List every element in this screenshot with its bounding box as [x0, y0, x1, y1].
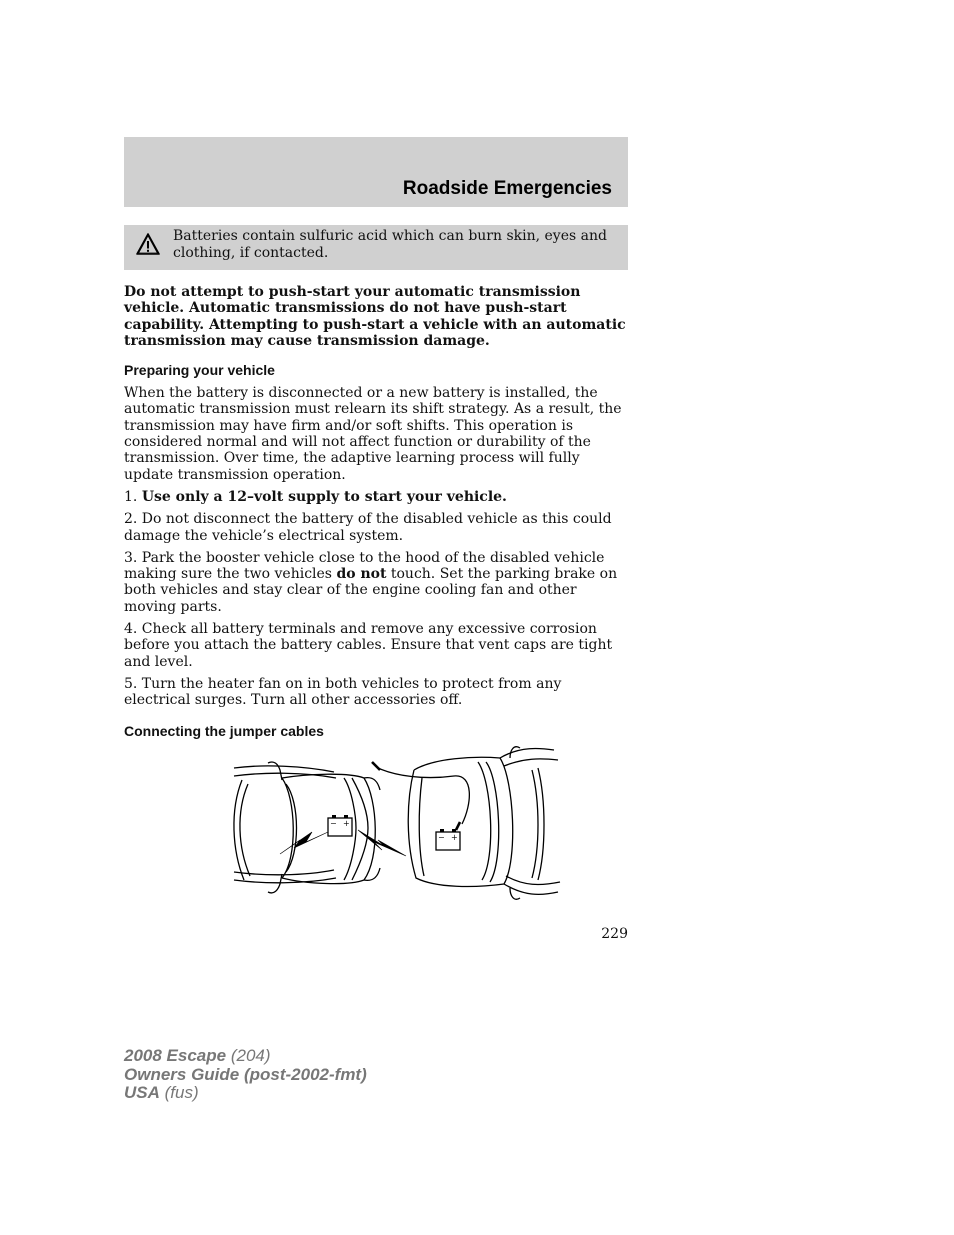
warning-box: [124, 225, 628, 270]
step-5: 5. Turn the heater fan on in both vehicles to protect from any electrical surges. Turn all other accessories off.: [124, 675, 562, 709]
warning-text: Batteries contain sulfuric acid which can burn skin, eyes and clothing, if contacted.: [173, 228, 607, 261]
footer-model: 2008 Escape: [124, 1046, 227, 1065]
footer-line-model: [124, 1047, 367, 1066]
section-header-band: [124, 137, 628, 207]
step-1-number: 1.: [124, 488, 138, 505]
footer-market: USA: [124, 1083, 160, 1102]
disabled-vehicle-battery: [328, 815, 352, 836]
step-2: 2. Do not disconnect the battery of the disabled vehicle as this could damage the vehicle’s electrical system.: [124, 511, 612, 544]
main-content: [124, 284, 628, 746]
step-3-text-before: 3. Park the booster vehicle close to the hood of the disabled vehicle making sure the two vehicles: [124, 549, 605, 583]
left-battery-negative-label: −: [330, 819, 337, 828]
intro-paragraph: When the battery is disconnected or a new battery is installed, the automatic transmission must relearn its shift strategy. As a result, the transmission may have firm and/or soft shifts. This operation is considered normal and will not affect function or durability of the transmission. Over time, the adaptive learning process will fully update transmission operation.: [124, 385, 622, 483]
footer-model-code: (204): [230, 1046, 271, 1065]
section-title: Roadside Emergencies: [402, 178, 612, 199]
page-number: 229: [601, 926, 628, 942]
heading-connecting-cables: Connecting the jumper cables: [124, 722, 324, 739]
spark-warning-icon-left: [280, 832, 328, 854]
step-3-emphasis: do not: [336, 566, 387, 583]
jumper-cable-diagram: [224, 740, 564, 910]
disabled-vehicle-illustration: [234, 762, 380, 893]
heading-preparing-vehicle: Preparing your vehicle: [124, 362, 275, 379]
step-1: [124, 489, 628, 505]
step-3-text-after: touch. Set the parking brake on both vehicles and stay clear of the engine cooling fan and other moving parts.: [124, 566, 618, 615]
document-footer: [124, 1047, 367, 1103]
warning-triangle-icon: [136, 232, 160, 256]
footer-market-code: (fus): [164, 1083, 199, 1102]
step-4: 4. Check all battery terminals and remove any excessive corrosion before you attach the battery cables. Ensure that vent caps are tight and level.: [124, 621, 613, 670]
right-battery-positive-label: +: [451, 833, 458, 842]
booster-vehicle-illustration: [408, 747, 560, 900]
step-3: [124, 550, 628, 615]
footer-line-market: [124, 1084, 367, 1103]
right-battery-negative-label: −: [438, 833, 445, 842]
footer-guide: Owners Guide (post-2002-fmt): [124, 1064, 367, 1084]
step-1-text: Use only a 12–volt supply to start your vehicle.: [141, 488, 507, 505]
booster-vehicle-battery: [436, 829, 460, 850]
spark-warning-icon-right: [358, 830, 406, 856]
left-battery-positive-label: +: [343, 819, 350, 828]
push-start-notice: Do not attempt to push-start your automatic transmission vehicle. Automatic transmissions do not have push-start capability. Attempting to push-start a vehicle with an automatic transmission may cause transmission damage.: [124, 284, 626, 349]
